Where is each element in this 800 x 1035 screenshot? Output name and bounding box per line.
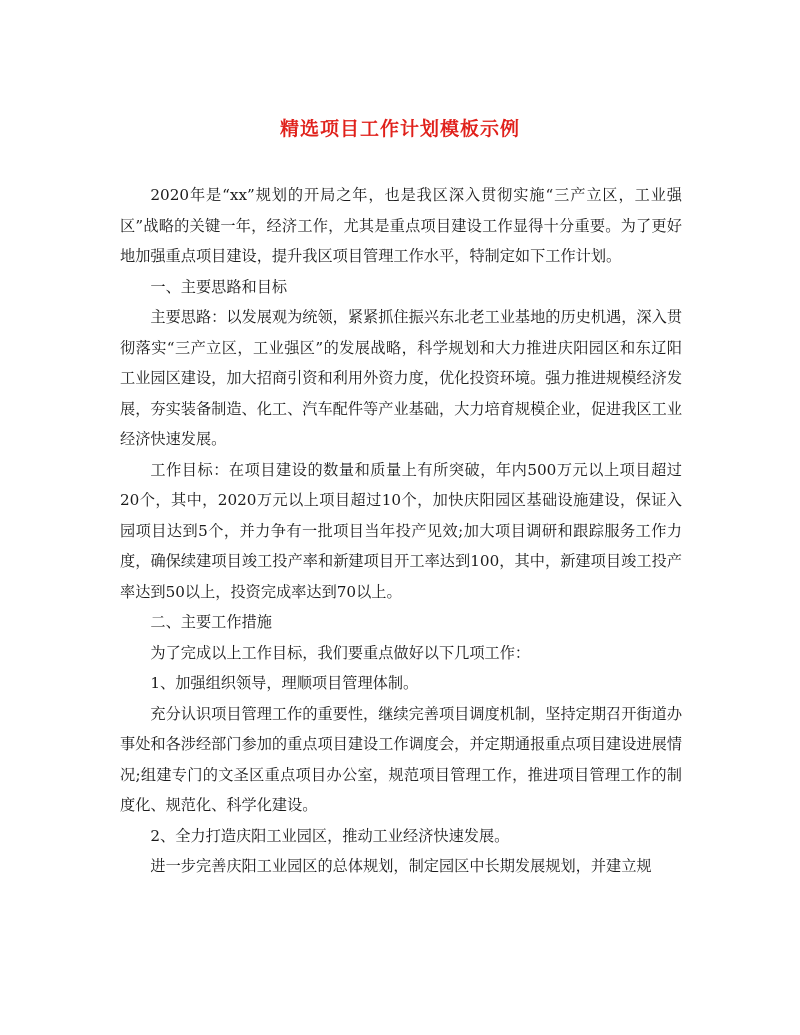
main-ideas-paragraph: 主要思路：以发展观为统领，紧紧抓住振兴东北老工业基地的历史机遇，深入贯彻落实“三产立区，工业强区”的发展战略，科学规划和大力推进庆阳园区和东辽阳工业园区建设，加大招商引资和利用外资力度，优化投资环境。强力推进规模经济发展，夯实装备制造、化工、汽车配件等产业基础，大力培育规模企业，促进我区工业经济快速发展。	[120, 308, 682, 448]
document-title: 精选项目工作计划模板示例	[279, 118, 520, 140]
section-heading-measures: 二、主要工作措施	[150, 613, 272, 631]
measure-2-paragraph: 进一步完善庆阳工业园区的总体规划，制定园区中长期发展规划，并建立规	[150, 857, 652, 875]
section-heading-ideas-goals: 一、主要思路和目标	[150, 277, 288, 296]
measure-1-heading: 1、加强组织领导，理顺项目管理体制。	[150, 674, 419, 692]
measures-intro-paragraph: 为了完成以上工作目标，我们要重点做好以下几项工作：	[150, 643, 531, 662]
measure-1-paragraph: 充分认识项目管理工作的重要性，继续完善项目调度机制，坚持定期召开街道办事处和各涉经部门参加的重点项目建设工作调度会，并定期通报重点项目建设进展情况;组建专门的文圣区重点项目办公室，规范项目管理工作，推进项目管理工作的制度化、规范化、科学化建设。	[120, 704, 682, 814]
document-body	[120, 180, 682, 882]
work-goals-paragraph: 工作目标：在项目建设的数量和质量上有所突破，年内500万元以上项目超过20个，其中，2020万元以上项目超过10个，加快庆阳园区基础设施建设，保证入园项目达到5个，并力争有一批项目当年投产见效;加大项目调研和跟踪服务工作力度，确保续建项目竣工投产率和新建项目开工率达到100，其中，新建项目竣工投产率达到50以上，投资完成率达到70以上。	[120, 460, 682, 601]
measure-2-heading: 2、全力打造庆阳工业园区，推动工业经济快速发展。	[150, 826, 510, 845]
intro-paragraph: 2020年是“xx”规划的开局之年，也是我区深入贯彻实施“三产立区，工业强区”战略的关键一年，经济工作，尤其是重点项目建设工作显得十分重要。为了更好地加强重点项目建设，提升我区项目管理工作水平，特制定如下工作计划。	[120, 186, 682, 265]
